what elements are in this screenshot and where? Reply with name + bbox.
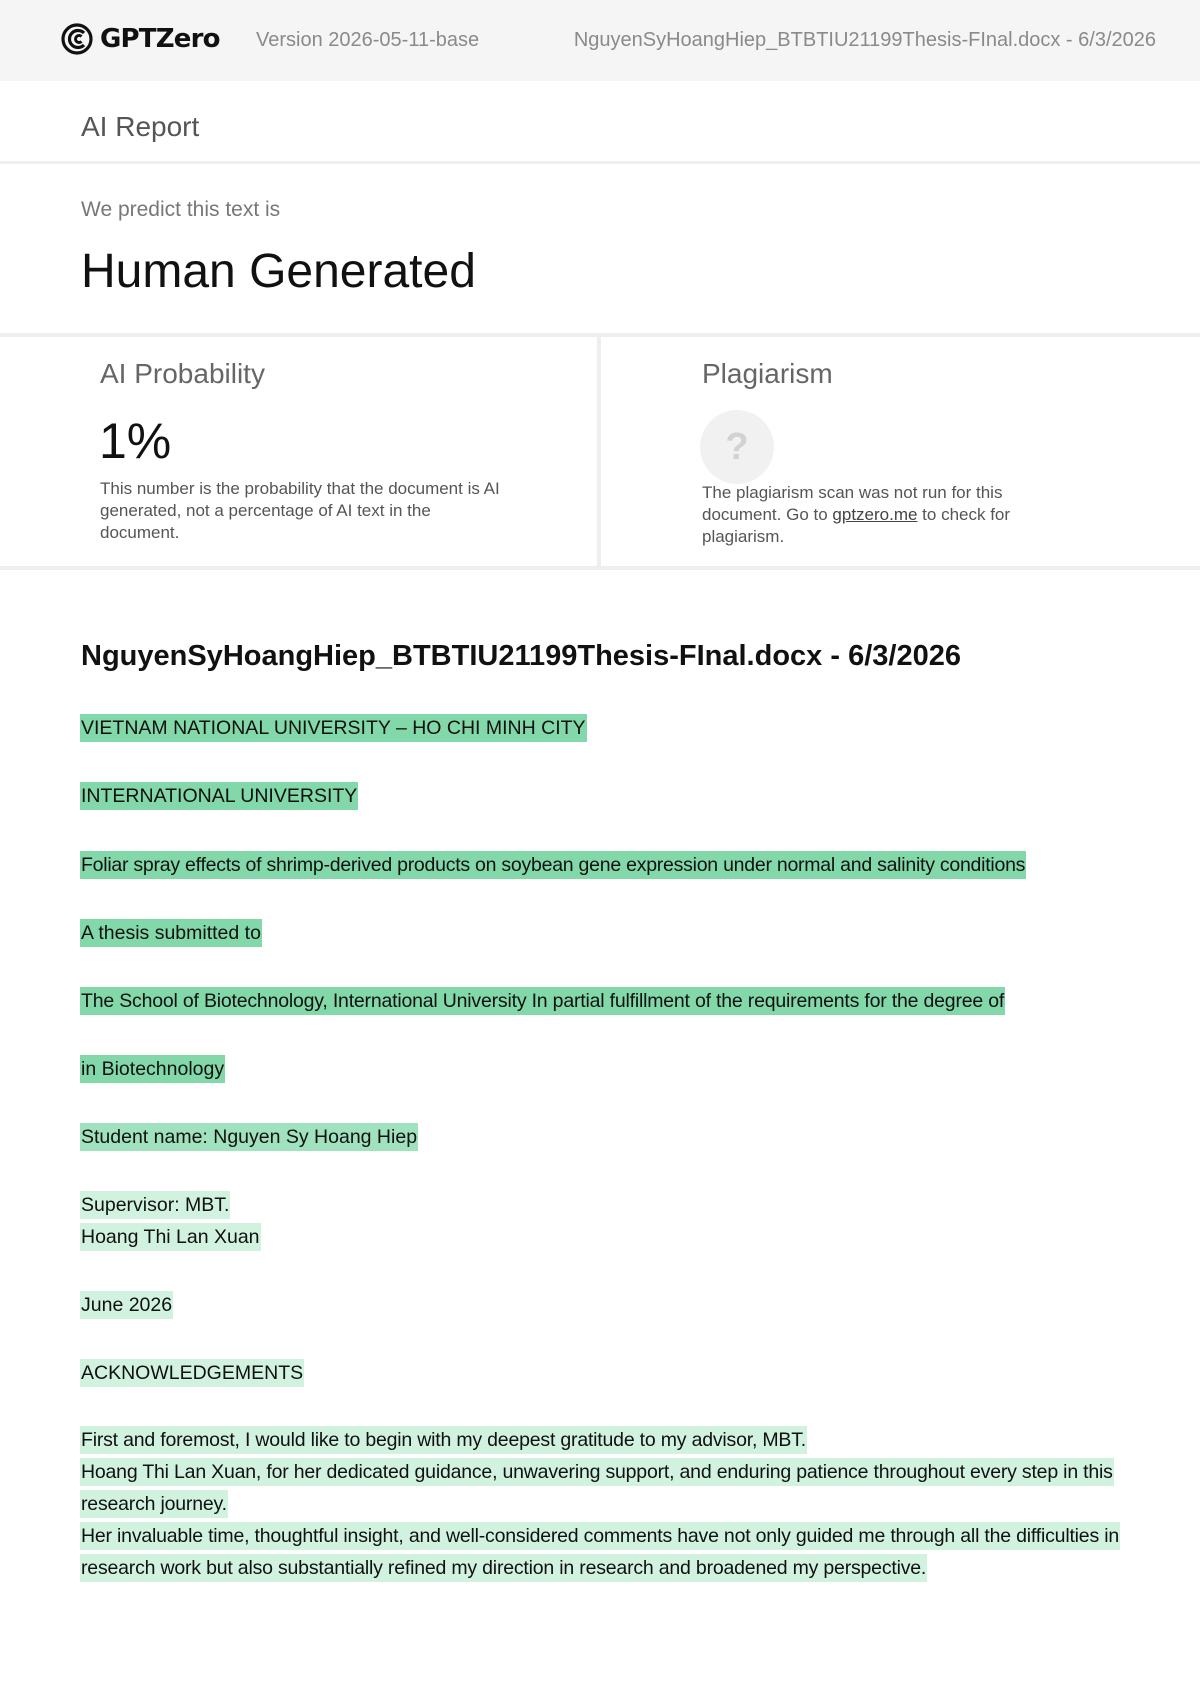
document-line: Hoang Thi Lan Xuan, for her dedicated guidance, unwavering support, and enduring patience throughout every step in this research journey. [80, 1458, 1114, 1518]
gptzero-logo-icon [60, 22, 94, 56]
plagiarism-note-text: The plagiarism scan was not run for this document. Go to [702, 483, 1003, 524]
document-paragraph [80, 1121, 1122, 1153]
document-line: Her invaluable time, thoughtful insight, and well-considered comments have not only guided me through all the difficulties in research work but also substantially refined my direction in research and broadened my perspective. [80, 1522, 1120, 1582]
document-line: June 2026 [80, 1291, 173, 1319]
document-line: Foliar spray effects of shrimp-derived products on soybean gene expression under normal and salinity conditions [80, 851, 1026, 879]
plagiarism-title: Plagiarism [702, 358, 833, 389]
document-line: Student name: Nguyen Sy Hoang Hiep [80, 1123, 418, 1151]
document-line: A thesis submitted to [80, 919, 262, 947]
version-label: Version 2026-05-11-base [256, 29, 480, 51]
header-document-name: NguyenSyHoangHiep_BTBTIU21199Thesis-FInal.docx - 6/3/2026 [573, 29, 1156, 51]
report-title-row [0, 81, 1200, 164]
document-line: Hoang Thi Lan Xuan [80, 1223, 261, 1251]
report-header [0, 0, 1200, 81]
document-paragraph [80, 985, 1122, 1017]
document-paragraph [80, 780, 1122, 812]
question-mark-icon: ? [700, 410, 774, 484]
document-line: Supervisor: MBT. [80, 1191, 230, 1219]
document-paragraph [80, 1289, 1122, 1321]
stats-divider-bottom [0, 566, 1200, 570]
document-paragraph [80, 1189, 1122, 1253]
gptzero-logo [60, 22, 220, 56]
document-paragraph [80, 1357, 1122, 1389]
document-line: in Biotechnology [80, 1055, 225, 1083]
stats-divider-vertical [597, 337, 601, 566]
ai-probability-note: This number is the probability that the document is AI generated, not a percentage of AI text in the document. [100, 479, 500, 542]
plagiarism-note-text-end: to check for plagiarism. [702, 505, 1011, 546]
document-line: INTERNATIONAL UNIVERSITY [80, 782, 358, 810]
prediction-label: We predict this text is [81, 198, 281, 221]
ai-probability-title: AI Probability [100, 358, 265, 389]
ai-probability-value: 1% [99, 413, 172, 469]
prediction-result: Human Generated [81, 245, 476, 298]
document-title: NguyenSyHoangHiep_BTBTIU21199Thesis-FInal.docx - 6/3/2026 [81, 640, 961, 672]
document-line: ACKNOWLEDGEMENTS [80, 1359, 304, 1387]
gptzero-link[interactable]: gptzero.me [832, 505, 918, 524]
document-line: The School of Biotechnology, International University In partial fulfillment of the requirements for the degree of [80, 987, 1005, 1015]
document-line: VIETNAM NATIONAL UNIVERSITY – HO CHI MINH CITY [80, 714, 587, 742]
document-paragraph [80, 849, 1122, 881]
document-paragraph [80, 917, 1122, 949]
plagiarism-note [702, 482, 1072, 548]
document-paragraph [80, 712, 1122, 744]
document-line: First and foremost, I would like to begin with my deepest gratitude to my advisor, MBT. [80, 1426, 807, 1454]
document-paragraph [80, 1424, 1122, 1584]
report-title: AI Report [81, 111, 200, 142]
document-paragraph [80, 1053, 1122, 1085]
brand-name: GPTZero [100, 24, 220, 54]
